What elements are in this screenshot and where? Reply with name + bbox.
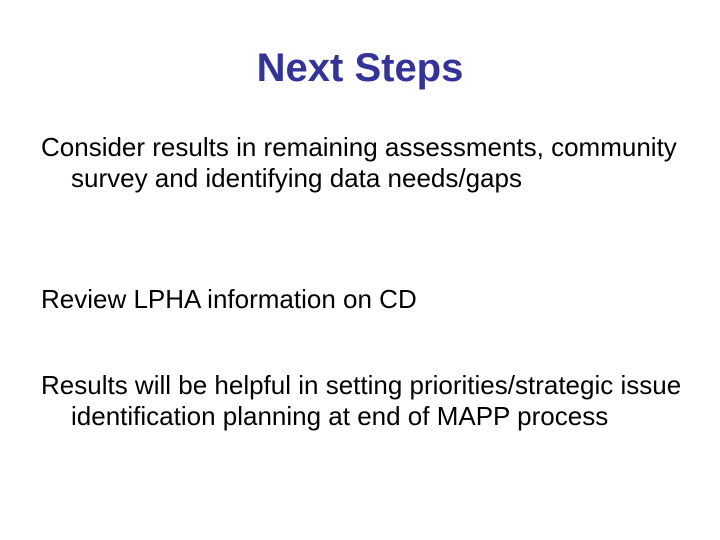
bullet-item: Consider results in remaining assessments, community survey and identifying data needs/gaps: [41, 132, 677, 193]
slide-title: Next Steps: [256, 46, 464, 90]
bullet-item: Review LPHA information on CD: [41, 284, 417, 314]
bullet-item: Results will be helpful in setting priorities/strategic issue identification planning at end of MAPP process: [41, 370, 682, 431]
